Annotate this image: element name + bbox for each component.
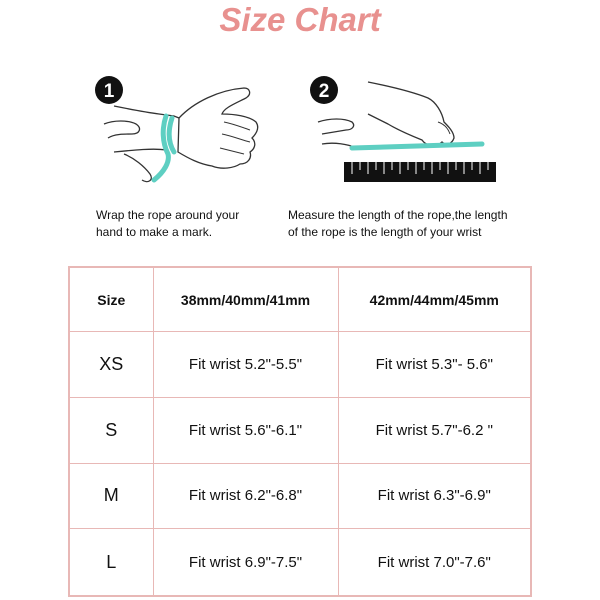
fit-cell: Fit wrist 6.3"-6.9"	[338, 463, 531, 529]
step-2-number: 2	[318, 81, 330, 102]
ruler	[344, 162, 496, 182]
fit-cell: Fit wrist 6.9"-7.5"	[153, 529, 338, 596]
table-row	[69, 529, 531, 596]
size-cell: M	[69, 463, 153, 529]
fit-cell: Fit wrist 5.6"-6.1"	[153, 397, 338, 463]
step-2-caption	[288, 207, 508, 241]
fit-cell: Fit wrist 6.2"-6.8"	[153, 463, 338, 529]
page-title: Size Chart	[219, 1, 381, 38]
step-1-caption-line: Wrap the rope around your	[96, 208, 240, 222]
table-row	[69, 463, 531, 529]
wrap-rope-illustration	[84, 62, 274, 192]
fit-cell: Fit wrist 5.3"- 5.6"	[338, 332, 531, 398]
fit-cell: Fit wrist 5.7"-6.2 "	[338, 397, 531, 463]
step-1-caption-line: hand to make a mark.	[96, 225, 213, 239]
size-cell: S	[69, 397, 153, 463]
step-1-caption	[96, 207, 239, 241]
header-large-case: 42mm/44mm/45mm	[338, 267, 531, 332]
size-cell: XS	[69, 332, 153, 398]
size-table-container	[68, 266, 530, 597]
size-table	[68, 266, 532, 597]
fit-cell: Fit wrist 7.0"-7.6"	[338, 529, 531, 596]
fit-cell: Fit wrist 5.2"-5.5"	[153, 332, 338, 398]
rope	[352, 144, 482, 148]
table-row	[69, 332, 531, 398]
table-header-row	[69, 267, 531, 332]
header-size: Size	[69, 267, 153, 332]
size-cell: L	[69, 529, 153, 596]
header-small-case: 38mm/40mm/41mm	[153, 267, 338, 332]
step-2-caption-line: of the rope is the length of your wrist	[288, 225, 482, 239]
step-1-number: 1	[103, 81, 115, 102]
table-row	[69, 397, 531, 463]
measure-rope-illustration	[308, 62, 508, 192]
rope	[154, 116, 168, 180]
step-2-caption-line: Measure the length of the rope,the length	[288, 208, 508, 222]
